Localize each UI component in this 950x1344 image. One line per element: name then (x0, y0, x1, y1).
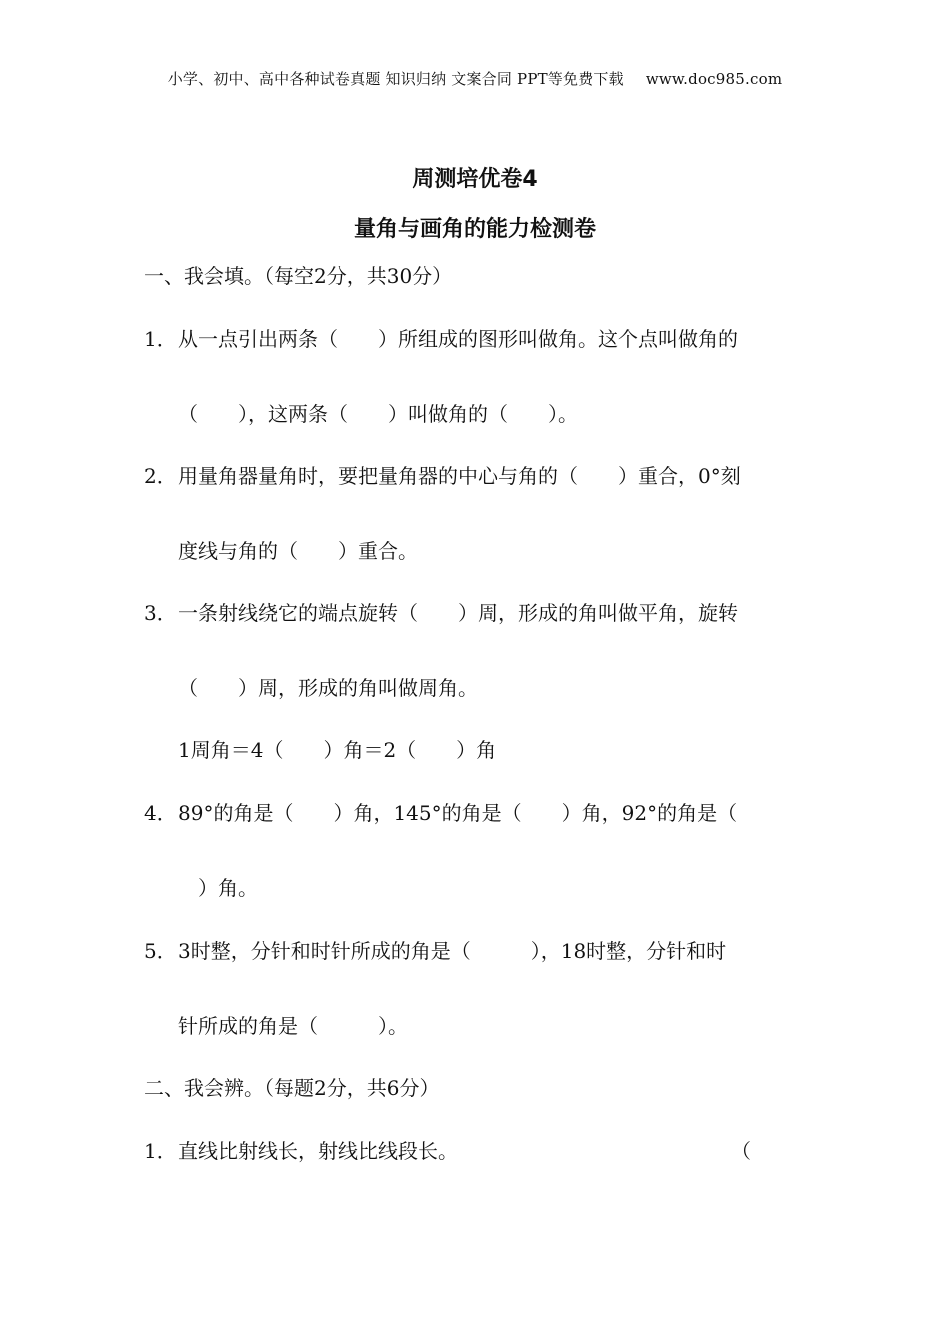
question-3-line3: 1周角＝4（ ）角＝2（ ）角 (178, 738, 497, 762)
question-text: 直线比射线长，射线比线段长。 (178, 1139, 458, 1163)
question-5-line2: 针所成的角是（ ）。 (178, 1014, 408, 1038)
question-4-line1 (144, 799, 737, 827)
question-text: 用量角器量角时，要把量角器的中心与角的（ ）重合，0°刻 (178, 464, 741, 488)
answer-bracket: （ (731, 1139, 751, 1163)
question-2-line1 (144, 462, 741, 490)
question-number: 1． (144, 1139, 177, 1163)
section2-heading: 二、我会辨。（每题2分，共6分） (144, 1076, 440, 1100)
question-number: 5． (144, 939, 177, 963)
question-text: 3时整，分针和时针所成的角是（ ），18时整，分针和时 (178, 939, 727, 963)
header-text: 小学、初中、高中各种试卷真题 知识归纳 文案合同 PPT等免费下载 (167, 70, 624, 88)
header-site: www.doc985.com (645, 70, 783, 88)
question-text: 89°的角是（ ）角，145°的角是（ ）角，92°的角是（ (178, 801, 738, 825)
page-title: 周测培优卷4 (412, 167, 538, 192)
question-4-line2: ）角。 (178, 876, 258, 900)
question-number: 2． (144, 464, 177, 488)
question-1-line1 (144, 325, 738, 353)
question-2-line2: 度线与角的（ ）重合。 (178, 539, 418, 563)
judge-question-1 (144, 1137, 458, 1165)
section1-heading: 一、我会填。（每空2分，共30分） (144, 264, 453, 288)
question-1-line2: （ ），这两条（ ）叫做角的（ ）。 (178, 402, 578, 426)
page-header (0, 68, 950, 89)
question-number: 4． (144, 801, 177, 825)
question-text: 从一点引出两条（ ）所组成的图形叫做角。这个点叫做角的 (178, 327, 738, 351)
question-5-line1 (144, 937, 726, 965)
question-3-line2: （ ）周，形成的角叫做周角。 (178, 676, 478, 700)
question-number: 1． (144, 327, 177, 351)
page-subtitle: 量角与画角的能力检测卷 (353, 217, 596, 242)
question-text: 一条射线绕它的端点旋转（ ）周，形成的角叫做平角，旋转 (178, 601, 738, 625)
question-number: 3． (144, 601, 177, 625)
question-3-line1 (144, 599, 738, 627)
